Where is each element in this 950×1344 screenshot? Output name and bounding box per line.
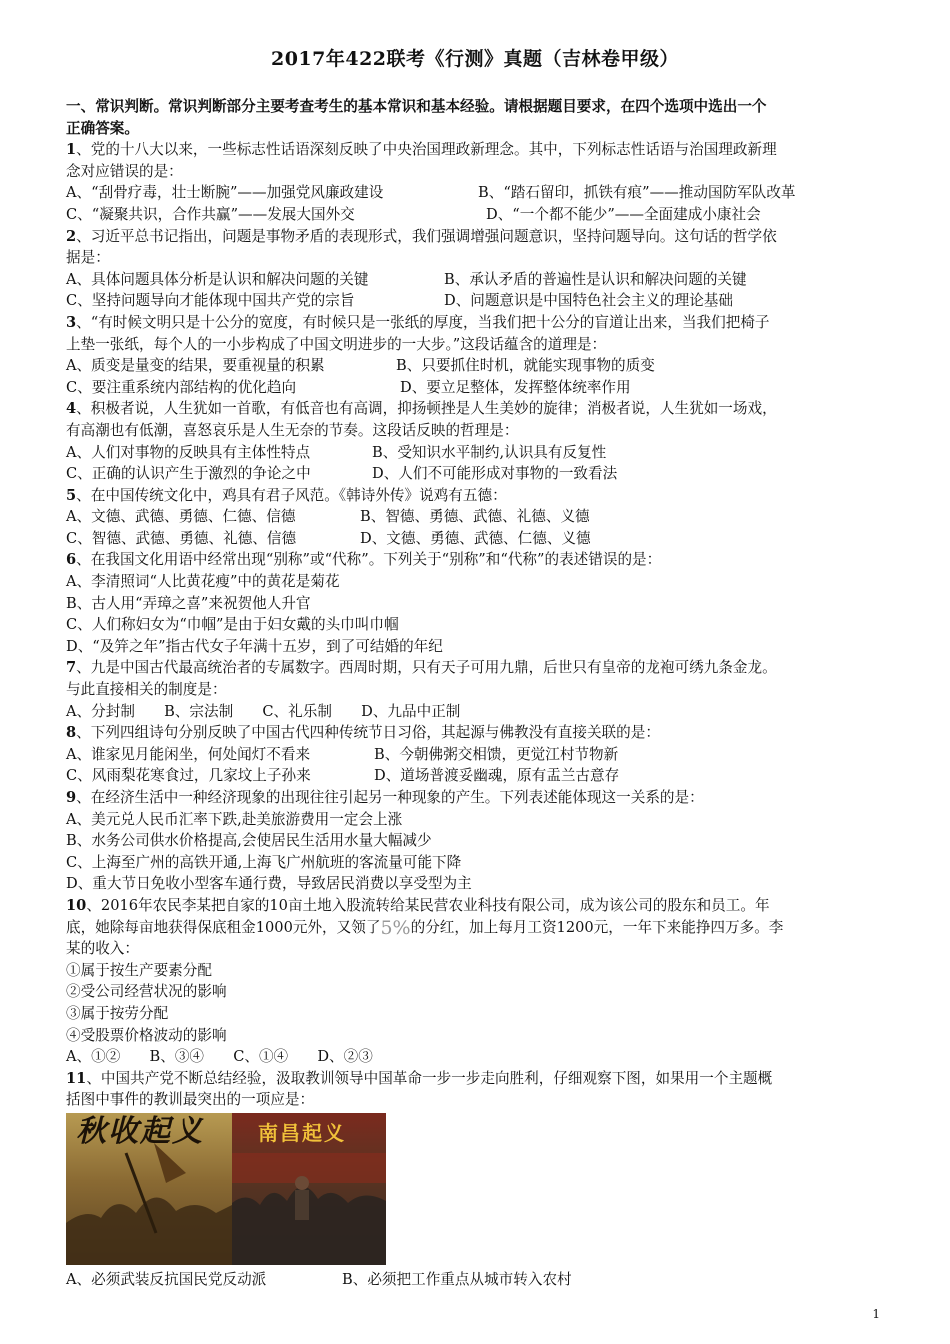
option-a: A、谁家见月能闲坐，何处闻灯不看来 — [66, 745, 311, 763]
option-a: A、美元兑人民币汇率下跌,赴美旅游费用一定会上涨 — [66, 810, 403, 828]
options-row — [66, 528, 886, 550]
options-row: A、分封制 B、宗法制 C、礼乐制 D、九品中正制 — [66, 702, 461, 720]
options-row — [66, 1269, 886, 1291]
question-number: 7 — [66, 659, 77, 677]
question-8 — [66, 722, 886, 744]
option-d: D、人们不可能形成对事物的一致看法 — [372, 465, 618, 483]
illustration-row — [66, 1113, 886, 1265]
option-c: C、要注重系统内部结构的优化趋向 — [66, 378, 297, 396]
option-c: C、风雨梨花寒食过，几家坟上子孙来 — [66, 767, 311, 785]
question-10-cont: 某的收入： — [66, 940, 139, 958]
option-d: D、问题意识是中国特色社会主义的理论基础 — [444, 292, 733, 310]
option-c: C、正确的认识产生于激烈的争论之中 — [66, 465, 311, 483]
option-a: A、“刮骨疗毒，壮士断腕”——加强党风廉政建设 — [66, 184, 384, 202]
crowd-silhouette-icon — [66, 1113, 232, 1265]
option-a: A、具体问题具体分析是认识和解决问题的关键 — [66, 270, 369, 288]
options-row — [66, 463, 886, 485]
question-text: 的分红，加上每月工资1200元，一年下来能挣四万多。李 — [410, 918, 784, 936]
question-number: 4 — [66, 400, 77, 418]
question-number: 11 — [66, 1069, 87, 1087]
option-c: C、人们称妇女为“巾帼”是由于妇女戴的头巾叫巾帼 — [66, 616, 399, 634]
question-number: 5 — [66, 486, 77, 504]
options-row — [66, 355, 886, 377]
options-row — [66, 765, 886, 787]
crowd-silhouette-icon — [232, 1113, 386, 1265]
option-b: B、古人用“弄璋之喜”来祝贺他人升官 — [66, 594, 311, 612]
option-c: C、坚持问题导向才能体现中国共产党的宗旨 — [66, 292, 355, 310]
question-number: 6 — [66, 551, 77, 569]
option-d: D、文德、勇德、武德、仁德、义德 — [360, 529, 591, 547]
section-heading: 一、常识判断。常识判断部分主要考查考生的基本常识和基本经验。请根据题目要求，在四个选项中选出一个 — [66, 98, 767, 115]
option-d: D、重大节日免收小型客车通行费，导致居民消费以享受型为主 — [66, 875, 472, 893]
question-7-cont: 与此直接相关的制度是： — [66, 681, 227, 699]
options-row — [66, 290, 886, 312]
question-text: 、九是中国古代最高统治者的专属数字。西周时期，只有天子可用九鼎，后世只有皇帝的龙袍可绣九条金龙。 — [76, 659, 777, 677]
option-b: B、智德、勇德、武德、礼德、义德 — [360, 508, 590, 526]
option-a: A、人们对事物的反映具有主体性特点 — [66, 443, 311, 461]
options-row: A、①② B、③④ C、①④ D、②③ — [66, 1048, 373, 1066]
question-text: 、在我国文化用语中经常出现“别称”或“代称”。下列关于“别称”和“代称”的表述错误的是： — [76, 551, 662, 569]
question-text: 、党的十八大以来，一些标志性话语深刻反映了中央治国理政新理念。其中，下列标志性话语与治国理政新理 — [76, 141, 777, 159]
option-b: B、受知识水平制约,认识具有反复性 — [372, 443, 607, 461]
option-b: B、只要抓住时机，就能实现事物的质变 — [396, 357, 655, 375]
option-b: B、水务公司供水价格提高,会使居民生活用水量大幅减少 — [66, 832, 432, 850]
question-9 — [66, 787, 886, 809]
question-number: 9 — [66, 789, 77, 806]
autumn-harvest-uprising-image — [66, 1113, 232, 1265]
question-text: 底，她除每亩地获得保底租金1000元外，又领了 — [66, 918, 381, 936]
question-text: 、习近平总书记指出，问题是事物矛盾的表现形式，我们强调增强问题意识，坚持问题导向。这句话的哲学依 — [76, 227, 777, 245]
page-title: 2017年422联考《行测》真题（吉林卷甲级） — [270, 48, 680, 70]
question-5 — [66, 485, 886, 507]
question-1 — [66, 139, 886, 161]
question-text: 、中国共产党不断总结经验，汲取教训领导中国革命一步一步走向胜利，仔细观察下图，如果用一个主题概 — [86, 1069, 773, 1087]
option-a: A、李清照词“人比黄花瘦”中的黄花是菊花 — [66, 573, 340, 591]
options-row — [66, 506, 886, 528]
option-c: C、“凝聚共识，合作共赢”——发展大国外交 — [66, 205, 355, 223]
question-10-cont — [66, 917, 886, 939]
question-3-cont: 上垫一张纸，每个人的一小步构成了中国文明进步的一大步。”这段话蕴含的道理是： — [66, 335, 607, 353]
options-row — [66, 377, 886, 399]
question-text: 、2016年农民李某把自家的10亩土地入股流转给某民营农业科技有限公司，成为该公司的股东和员工。年 — [86, 896, 770, 914]
option-d: D、“及笄之年”指古代女子年满十五岁，到了可结婚的年纪 — [66, 637, 443, 655]
image-caption: 南昌起义 — [258, 1120, 346, 1145]
options-row — [66, 744, 886, 766]
option-b: B、“踏石留印，抓铁有痕”——推动国防军队改革 — [478, 184, 796, 202]
statement-4: ④受股票价格波动的影响 — [66, 1026, 227, 1044]
question-text: 、积极者说，人生犹如一首歌，有低音也有高调，抑扬顿挫是人生美妙的旋律；消极者说，人生犹如一场戏， — [76, 400, 777, 418]
option-a: A、质变是量变的结果，要重视量的积累 — [66, 357, 325, 375]
image-caption: 秋收起义 — [76, 1113, 204, 1149]
option-c: C、智德、武德、勇德、礼德、信德 — [66, 529, 297, 547]
options-row — [66, 269, 886, 291]
option-a: A、文德、武德、勇德、仁德、信德 — [66, 508, 296, 526]
question-11-cont: 括图中事件的教训最突出的一项应是： — [66, 1091, 315, 1109]
option-b: B、必须把工作重点从城市转入农村 — [342, 1270, 572, 1288]
question-text: 、在中国传统文化中，鸡具有君子风范。《韩诗外传》说鸡有五德： — [76, 486, 507, 504]
options-row — [66, 182, 886, 204]
question-7 — [66, 657, 886, 679]
statement-2: ②受公司经营状况的影响 — [66, 983, 227, 1001]
question-4 — [66, 398, 886, 420]
question-number: 2 — [66, 227, 77, 245]
question-2-cont: 据是： — [66, 249, 110, 267]
option-b: B、承认矛盾的普遍性是认识和解决问题的关键 — [444, 270, 747, 288]
question-text: 、“有时候文明只是十公分的宽度，有时候只是一张纸的厚度，当我们把十公分的盲道让出来，当我们把椅子 — [76, 313, 770, 331]
percent-value: 5% — [380, 916, 411, 939]
question-1-cont: 念对应错误的是： — [66, 162, 183, 180]
statement-1: ①属于按生产要素分配 — [66, 961, 212, 979]
document-body — [66, 96, 886, 1291]
option-b: B、今朝佛粥交相馈，更觉江村节物新 — [374, 745, 619, 763]
nanchang-uprising-image — [232, 1113, 386, 1265]
question-3 — [66, 312, 886, 334]
question-text: 、下列四组诗句分别反映了中国古代四种传统节日习俗，其起源与佛教没有直接关联的是： — [76, 724, 660, 742]
options-row — [66, 204, 886, 226]
option-a: A、必须武装反抗国民党反动派 — [66, 1270, 267, 1288]
option-d: D、道场普渡妥幽魂，原有盂兰古意存 — [374, 767, 620, 785]
question-6 — [66, 549, 886, 571]
question-10 — [66, 895, 886, 917]
question-number: 1 — [66, 141, 77, 159]
question-2 — [66, 226, 886, 248]
option-d: D、要立足整体，发挥整体统率作用 — [400, 378, 631, 396]
statement-3: ③属于按劳分配 — [66, 1004, 169, 1022]
question-11 — [66, 1068, 886, 1090]
option-d: D、“一个都不能少”——全面建成小康社会 — [486, 205, 761, 223]
question-4-cont: 有高潮也有低潮，喜怒哀乐是人生无奈的节奏。这段话反映的哲理是： — [66, 421, 519, 439]
page-number: 1 — [872, 1307, 880, 1321]
section-heading-cont: 正确答案。 — [66, 119, 139, 137]
options-row — [66, 442, 886, 464]
question-text: 、在经济生活中一种经济现象的出现往往引起另一种现象的产生。下列表述能体现这一关系的是： — [76, 789, 704, 806]
question-number: 8 — [66, 724, 77, 742]
option-c: C、上海至广州的高铁开通,上海飞广州航班的客流量可能下降 — [66, 853, 462, 871]
question-number: 3 — [66, 313, 77, 331]
question-number: 10 — [66, 896, 87, 914]
